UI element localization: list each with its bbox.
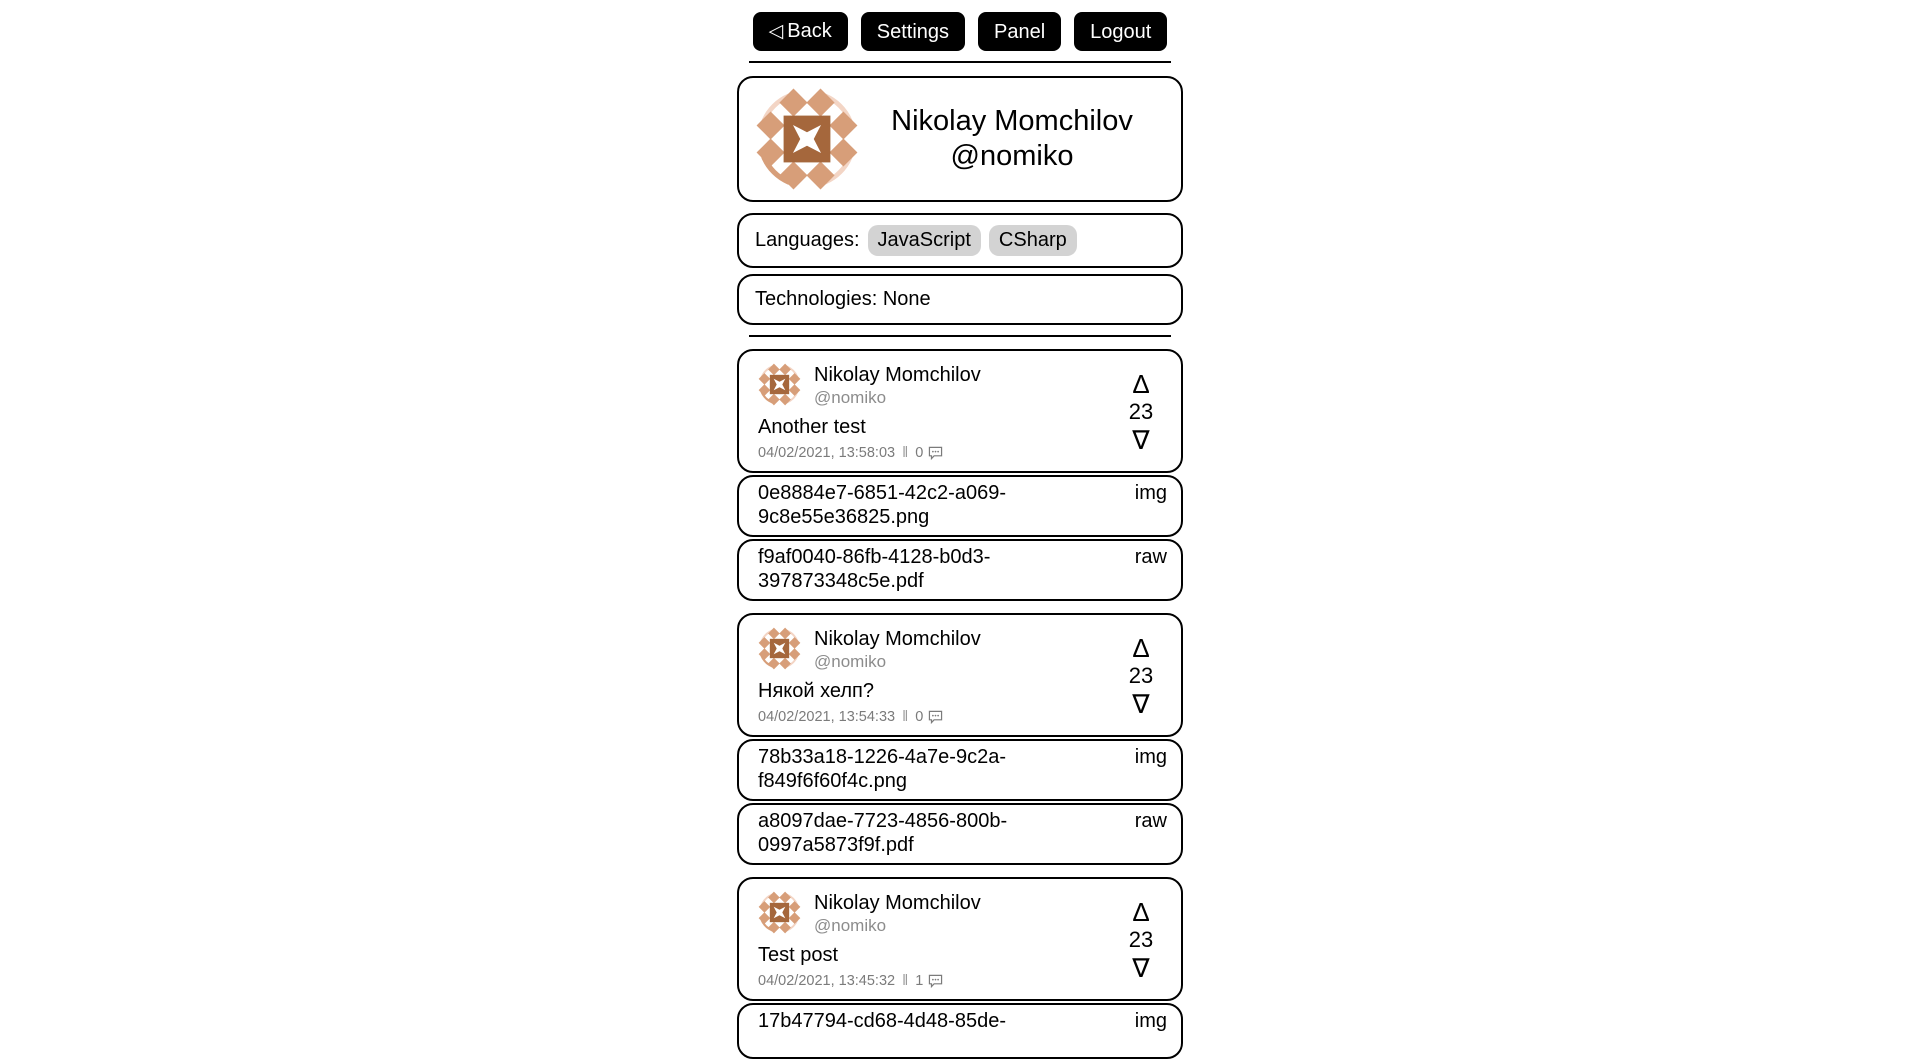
attachment-row[interactable] (737, 475, 1183, 537)
post-card[interactable] (737, 349, 1183, 473)
post-author-name: Nikolay Momchilov (814, 892, 981, 914)
post-author-block (814, 891, 981, 936)
post-card[interactable] (737, 877, 1183, 1001)
meta-separator: ‖ (902, 972, 909, 989)
attachment-row[interactable] (737, 739, 1183, 801)
top-nav (737, 12, 1183, 51)
post-author-block (814, 363, 981, 408)
technologies-label: Technologies: None (755, 288, 931, 310)
back-button[interactable] (753, 12, 848, 51)
attachment-type-label: img (1134, 482, 1167, 504)
attachment-type-label: raw (1134, 810, 1167, 832)
comment-count: 0 (915, 708, 924, 725)
attachment-type-label: img (1134, 746, 1167, 768)
vote-count: 23 (1128, 926, 1154, 952)
post-title: Някой хелп? (758, 680, 874, 702)
posts-list (737, 349, 1183, 1059)
post-author-block (814, 627, 981, 672)
posts-divider (749, 335, 1171, 337)
upvote-button[interactable]: Δ (1132, 896, 1150, 927)
upvote-button[interactable]: Δ (1132, 368, 1150, 399)
post-main (758, 363, 1115, 461)
vote-count: 23 (1128, 662, 1154, 688)
post-meta (758, 708, 1115, 725)
post-main (758, 627, 1115, 725)
meta-separator: ‖ (902, 708, 909, 725)
vote-column (1115, 891, 1167, 989)
vote-column (1115, 627, 1167, 725)
post-group (737, 613, 1183, 865)
post-author-avatar (758, 627, 801, 670)
attachment-filename: 17b47794-cd68-4d48-85de- (758, 1010, 1006, 1032)
profile-avatar (755, 87, 859, 191)
panel-button[interactable]: Panel (978, 12, 1061, 51)
comment-count: 0 (915, 444, 924, 461)
upvote-button[interactable]: Δ (1132, 632, 1150, 663)
post-author-handle: @nomiko (814, 652, 887, 671)
attachment-type-label: raw (1134, 546, 1167, 568)
comment-icon (928, 974, 943, 988)
post-group (737, 349, 1183, 601)
comment-count: 1 (915, 972, 924, 989)
post-author-avatar (758, 891, 801, 934)
post-header (758, 627, 1115, 672)
post-author-name: Nikolay Momchilov (814, 628, 981, 650)
language-badge: JavaScript (868, 225, 981, 256)
attachment-row[interactable] (737, 1003, 1183, 1059)
profile-name-block (859, 104, 1165, 174)
downvote-button[interactable]: ∇ (1132, 689, 1150, 720)
attachment-type-label: img (1134, 1010, 1167, 1032)
settings-button[interactable]: Settings (861, 12, 965, 51)
post-timestamp: 04/02/2021, 13:45:32 (758, 972, 896, 989)
attachment-row[interactable] (737, 539, 1183, 601)
downvote-button[interactable]: ∇ (1132, 953, 1150, 984)
attachment-filename: 78b33a18-1226-4a7e-9c2a-f849f6f60f4c.png (758, 746, 1006, 792)
meta-separator: ‖ (902, 444, 909, 461)
attachment-filename: 0e8884e7-6851-42c2-a069-9c8e55e36825.png (758, 482, 1006, 528)
comment-icon (928, 710, 943, 724)
back-arrow-icon: ◁ (768, 21, 784, 42)
post-timestamp: 04/02/2021, 13:58:03 (758, 444, 896, 461)
vote-count: 23 (1128, 398, 1154, 424)
comment-icon (928, 446, 943, 460)
language-badge: CSharp (989, 225, 1077, 256)
post-meta (758, 972, 1115, 989)
post-author-handle: @nomiko (814, 916, 887, 935)
post-card[interactable] (737, 613, 1183, 737)
main-column (737, 0, 1183, 1059)
post-author-avatar (758, 363, 801, 406)
attachment-filename: f9af0040-86fb-4128-b0d3-397873348c5e.pdf (758, 546, 991, 592)
nav-divider (749, 61, 1171, 63)
logout-button[interactable]: Logout (1074, 12, 1167, 51)
languages-card (737, 213, 1183, 268)
vote-column (1115, 363, 1167, 461)
post-group (737, 877, 1183, 1059)
languages-label: Languages: (755, 229, 860, 251)
profile-card (737, 76, 1183, 202)
profile-handle: @nomiko (950, 140, 1074, 172)
attachment-filename: a8097dae-7723-4856-800b-0997a5873f9f.pdf (758, 810, 1008, 856)
downvote-button[interactable]: ∇ (1132, 425, 1150, 456)
post-title: Another test (758, 416, 866, 438)
back-button-label: Back (787, 20, 832, 42)
post-header (758, 891, 1115, 936)
post-header (758, 363, 1115, 408)
post-timestamp: 04/02/2021, 13:54:33 (758, 708, 896, 725)
languages-badge-list (860, 225, 1077, 256)
post-main (758, 891, 1115, 989)
profile-name: Nikolay Momchilov (891, 105, 1133, 138)
post-meta (758, 444, 1115, 461)
post-author-name: Nikolay Momchilov (814, 364, 981, 386)
technologies-card (737, 274, 1183, 325)
attachment-row[interactable] (737, 803, 1183, 865)
post-author-handle: @nomiko (814, 388, 887, 407)
post-title: Test post (758, 944, 839, 966)
